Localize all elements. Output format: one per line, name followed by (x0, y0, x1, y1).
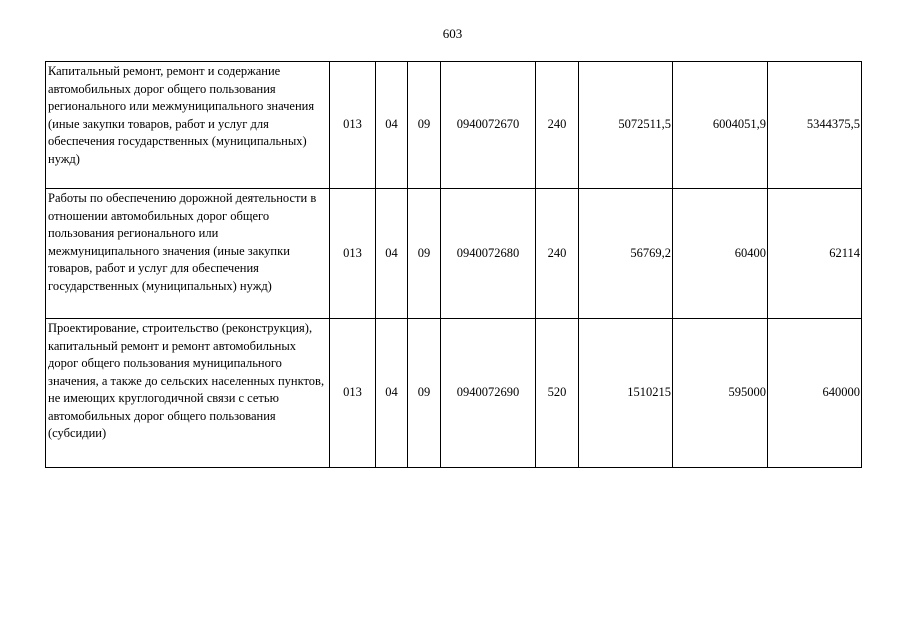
expense-description: Работы по обеспечению дорожной деятельности в отношении автомобильных дорог общего пользования регионального или межмуниципального значения (иные закупки товаров, работ и услуг для обеспечения государственных (муниципальных) нужд) (46, 189, 330, 319)
amount-year-1: 5072511,5 (579, 62, 673, 189)
expense-description: Капитальный ремонт, ремонт и содержание автомобильных дорог общего пользования регионального или межмуниципального значения (иные закупки товаров, работ и услуг для обеспечения государственных (муниципальных) нужд) (46, 62, 330, 189)
amount-year-3: 640000 (768, 319, 862, 468)
expense-type-code: 520 (536, 319, 579, 468)
target-article-code: 0940072680 (441, 189, 536, 319)
section-code: 04 (376, 319, 408, 468)
section-code: 04 (376, 189, 408, 319)
table-row (46, 62, 862, 189)
ministry-code: 013 (330, 62, 376, 189)
amount-year-1: 56769,2 (579, 189, 673, 319)
expense-type-code: 240 (536, 189, 579, 319)
target-article-code: 0940072670 (441, 62, 536, 189)
amount-year-3: 5344375,5 (768, 62, 862, 189)
target-article-code: 0940072690 (441, 319, 536, 468)
subsection-code: 09 (408, 319, 441, 468)
table-row (46, 189, 862, 319)
subsection-code: 09 (408, 62, 441, 189)
expense-description: Проектирование, строительство (реконструкция), капитальный ремонт и ремонт автомобильных дорог общего пользования муниципального значения, а также до сельских населенных пунктов, не имеющих круглогодичной связи с сетью автомобильных дорог общего пользования (субсидии) (46, 319, 330, 468)
ministry-code: 013 (330, 189, 376, 319)
amount-year-2: 60400 (673, 189, 768, 319)
amount-year-2: 595000 (673, 319, 768, 468)
subsection-code: 09 (408, 189, 441, 319)
amount-year-2: 6004051,9 (673, 62, 768, 189)
section-code: 04 (376, 62, 408, 189)
amount-year-3: 62114 (768, 189, 862, 319)
ministry-code: 013 (330, 319, 376, 468)
amount-year-1: 1510215 (579, 319, 673, 468)
page-number: 603 (442, 26, 463, 41)
budget-table (45, 61, 862, 468)
expense-type-code: 240 (536, 62, 579, 189)
table-row (46, 319, 862, 468)
